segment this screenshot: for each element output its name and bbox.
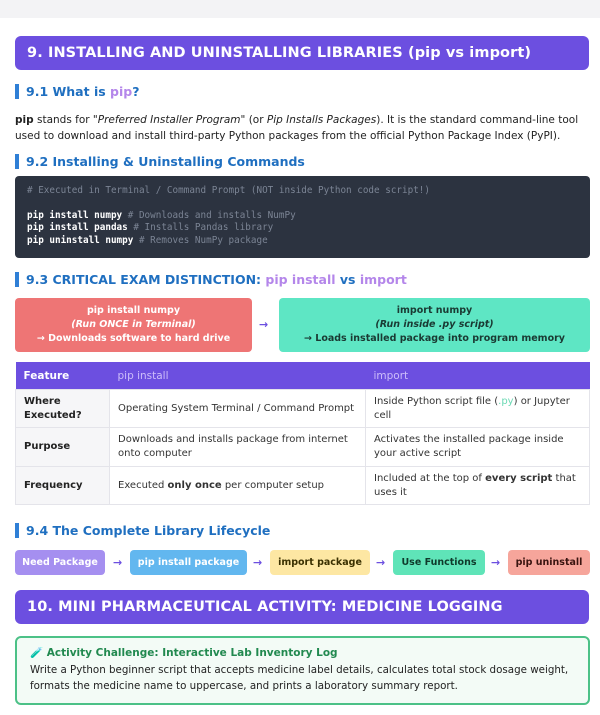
heading-9-1 xyxy=(15,84,139,99)
section-10-banner: 10. MINI PHARMACEUTICAL ACTIVITY: MEDICINE LOGGING xyxy=(15,590,589,624)
heading-9-3 xyxy=(15,272,407,287)
def-quote: "Preferred Installer Program" xyxy=(92,114,246,126)
arrow-right-icon: → xyxy=(259,318,269,331)
row-import-b: every script xyxy=(485,472,553,484)
lifecycle-step-import: import package xyxy=(270,550,370,575)
row-pip: Downloads and installs package from internet onto computer xyxy=(110,428,366,467)
pip-box-sub: (Run ONCE in Terminal) xyxy=(71,319,196,330)
heading-9-3-vs: vs xyxy=(335,272,360,287)
heading-9-4: 9.4 The Complete Library Lifecycle xyxy=(15,523,270,538)
row-pip xyxy=(110,467,366,505)
section-9-banner: 9. INSTALLING AND UNINSTALLING LIBRARIES (pip vs import) xyxy=(15,36,589,70)
row-import-c: that uses it xyxy=(374,472,576,498)
heading-9-1-text: 9.1 What is xyxy=(26,84,111,99)
pip-box-title: pip install numpy xyxy=(86,305,181,316)
row-import xyxy=(366,390,590,428)
table-row xyxy=(16,467,590,505)
row-pip-b: only once xyxy=(167,479,222,491)
import-box-desc: → Loads installed package into program memory xyxy=(304,333,565,344)
import-box-title: import numpy xyxy=(396,305,473,316)
row-import-b: ) or Jupyter cell xyxy=(374,395,570,421)
def-alt: Pip Installs Packages xyxy=(266,114,377,126)
header-feature: Feature xyxy=(16,362,110,390)
lifecycle-step-use-functions: Use Functions xyxy=(393,550,485,575)
code-comment: # Executed in Terminal / Command Prompt (NOT inside Python code script!) xyxy=(27,185,430,196)
code-cmd-3: pip uninstall numpy xyxy=(27,234,134,246)
pip-box-desc: → Downloads software to hard drive xyxy=(36,333,231,344)
row-feature: Frequency xyxy=(16,467,110,505)
code-block xyxy=(15,176,590,258)
lifecycle-step-pip-install: pip install package xyxy=(130,550,247,575)
pip-term: pip xyxy=(15,114,34,126)
heading-9-3-import: import xyxy=(359,272,407,287)
import-box xyxy=(279,298,590,352)
row-pip-c: per computer setup xyxy=(221,479,324,491)
top-strip xyxy=(0,0,600,18)
row-pip-a: Executed xyxy=(118,479,168,491)
code-cmd-1: pip install numpy xyxy=(27,209,123,221)
code-note-1: # Downloads and installs NumPy xyxy=(122,209,296,221)
row-feature: Where Executed? xyxy=(16,390,110,428)
heading-9-1-accent: pip xyxy=(110,84,133,99)
code-line-1 xyxy=(27,210,578,223)
row-pip: Operating System Terminal / Command Prompt xyxy=(110,390,366,428)
code-line-2 xyxy=(27,222,578,235)
row-import-py: .py xyxy=(498,395,514,407)
comparison-table xyxy=(15,362,590,505)
arrow-right-icon: → xyxy=(491,556,501,569)
row-import-a: Inside Python script file ( xyxy=(374,395,499,407)
table-row xyxy=(16,428,590,467)
heading-9-3-pip: pip install xyxy=(265,272,336,287)
def-part-3: ). It is the standard command-line tool used to download and install third-party Python packages from the official Python Package Index (PyPI). xyxy=(15,114,579,142)
activity-challenge-card xyxy=(15,636,590,705)
heading-9-2: 9.2 Installing & Uninstalling Commands xyxy=(15,154,305,169)
code-cmd-2: pip install pandas xyxy=(27,222,128,233)
row-import-a: Included at the top of xyxy=(374,472,486,484)
table-header-row xyxy=(16,362,590,390)
lifecycle-step-need-package: Need Package xyxy=(15,550,105,575)
arrow-right-icon: → xyxy=(113,556,123,569)
lifecycle-step-pip-uninstall: pip uninstall xyxy=(508,550,590,575)
table-row xyxy=(16,390,590,428)
row-import xyxy=(366,467,590,505)
row-import: Activates the installed package inside your active script xyxy=(366,428,590,467)
heading-9-3-text: 9.3 CRITICAL EXAM DISTINCTION: xyxy=(26,272,266,287)
arrow-right-icon: → xyxy=(376,556,386,569)
pip-definition xyxy=(15,112,585,144)
def-part-2: (or xyxy=(245,114,267,126)
code-line-3 xyxy=(27,235,578,248)
heading-9-1-suffix: ? xyxy=(132,84,140,99)
arrow-right-icon: → xyxy=(253,556,263,569)
activity-body: Write a Python beginner script that accepts medicine label details, calculates total stock dosage weight, formats the medicine name to uppercase, and prints a laboratory summary report. xyxy=(30,664,569,692)
code-note-2: # Installs Pandas library xyxy=(127,222,274,233)
activity-title: 🧪 Activity Challenge: Interactive Lab Inventory Log xyxy=(30,647,338,659)
header-pip: pip install xyxy=(110,362,366,390)
code-note-3: # Removes NumPy package xyxy=(133,234,268,246)
def-part-1: stands for xyxy=(33,114,93,126)
code-blank-line xyxy=(27,198,578,210)
header-import: import xyxy=(366,362,590,390)
row-feature: Purpose xyxy=(16,428,110,467)
pip-install-box xyxy=(15,298,252,352)
import-box-sub: (Run inside .py script) xyxy=(375,319,494,330)
